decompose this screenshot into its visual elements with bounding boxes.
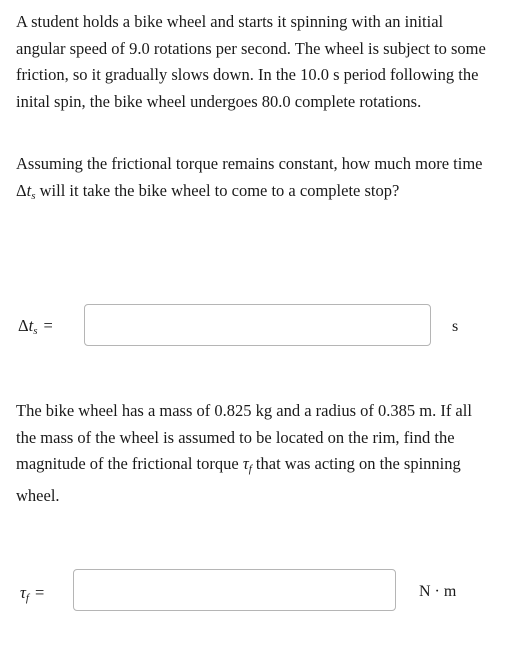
delta-t-subscript: s — [33, 325, 38, 337]
torque-answer-input[interactable] — [73, 569, 396, 611]
question-2-prompt-text — [16, 398, 486, 509]
question-2-prompt-subscript: f — [248, 463, 252, 475]
torque-label — [20, 583, 44, 604]
question-1-prompt-text — [16, 151, 486, 209]
torque-subscript: f — [25, 592, 29, 604]
delta-t-equals: = — [43, 316, 53, 335]
question-1-intro-text: A student holds a bike wheel and starts it spinning with an initial angular speed of 9.0 rotations per second. The wheel is subject to some friction, so it gradually slows down. In the 10.0 s period following the inital spin, the bike wheel undergoes 80.0 complete rotations. — [16, 12, 486, 111]
delta-t-unit: s — [452, 318, 459, 335]
delta-t-label — [18, 316, 53, 337]
delta-t-variable: t — [28, 316, 34, 335]
question-1-prompt-pre: Assuming the frictional torque remains constant, how much more time — [16, 154, 483, 173]
torque-variable: τ — [20, 583, 26, 602]
question-1-prompt-variable: t — [26, 180, 32, 200]
question-2-prompt-pre: The bike wheel has a mass of 0.825 kg and a radius of 0.385 m. If all the mass of the wheel is assumed to be located on the rim, find the magnitude of the frictional torque — [16, 401, 472, 473]
question-2-prompt-variable: τ — [242, 454, 249, 473]
question-1-prompt-post: will it take the bike wheel to come to a complete stop? — [35, 180, 400, 200]
delta-t-answer-input[interactable] — [84, 304, 431, 346]
question-1-prompt-subscript: s — [31, 189, 36, 202]
torque-equals: = — [34, 583, 45, 602]
question-1-prompt-symbol: Δ — [16, 180, 27, 200]
torque-unit: N · m — [419, 583, 457, 600]
question-2-prompt-post: that was acting on the spinning wheel. — [16, 454, 461, 505]
delta-symbol: Δ — [18, 316, 29, 335]
